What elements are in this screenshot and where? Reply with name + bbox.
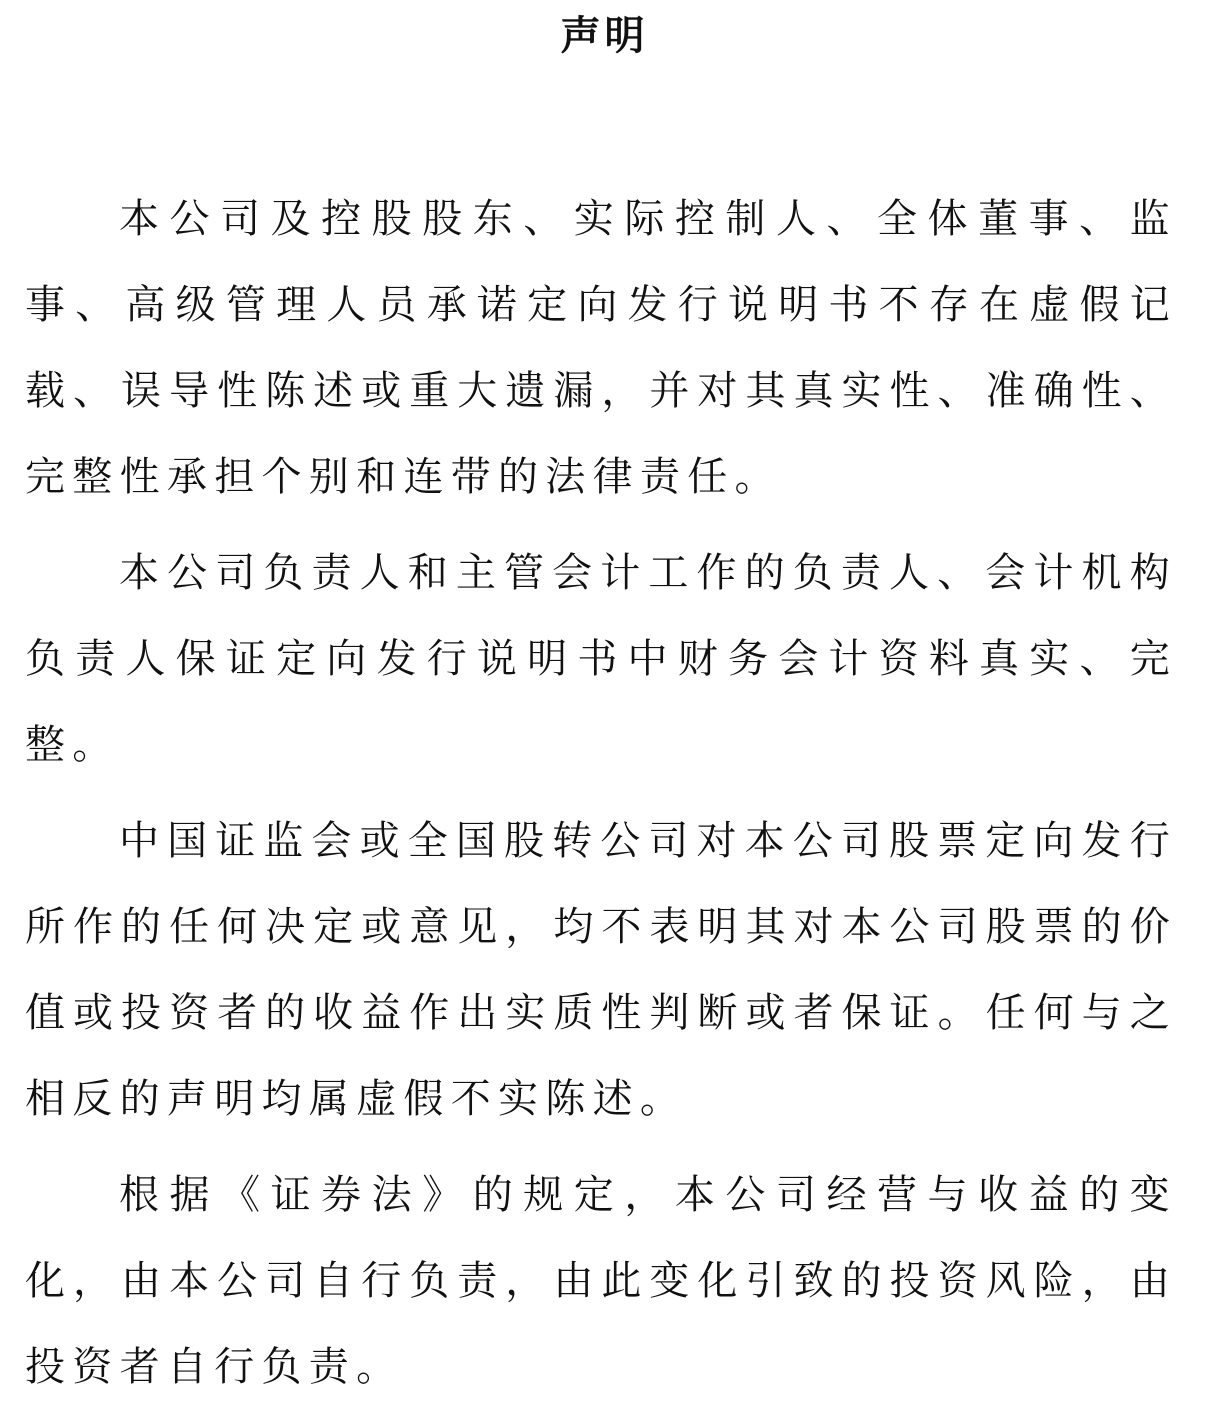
paragraph-regulator-disclaimer: 中国证监会或全国股转公司对本公司股票定向发行所作的任何决定或意见，均不表明其对本公司股票的价值或投资者的收益作出实质性判断或者保证。任何与之相反的声明均属虚假不实陈述。: [25, 818, 1177, 1122]
page-title: 声明: [560, 12, 649, 59]
paragraph-investment-risk: 根据《证券法》的规定，本公司经营与收益的变化，由本公司自行负责，由此变化引致的投资风险，由投资者自行负责。: [25, 1172, 1177, 1390]
paragraph-financial-guarantee: 本公司负责人和主管会计工作的负责人、会计机构负责人保证定向发行说明书中财务会计资料真实、完整。: [25, 550, 1177, 768]
paragraph-liability-commitment: 本公司及控股股东、实际控制人、全体董事、监事、高级管理人员承诺定向发行说明书不存在虚假记载、误导性陈述或重大遗漏，并对其真实性、准确性、完整性承担个别和连带的法律责任。: [25, 196, 1177, 500]
statement-body: [25, 176, 1177, 1420]
